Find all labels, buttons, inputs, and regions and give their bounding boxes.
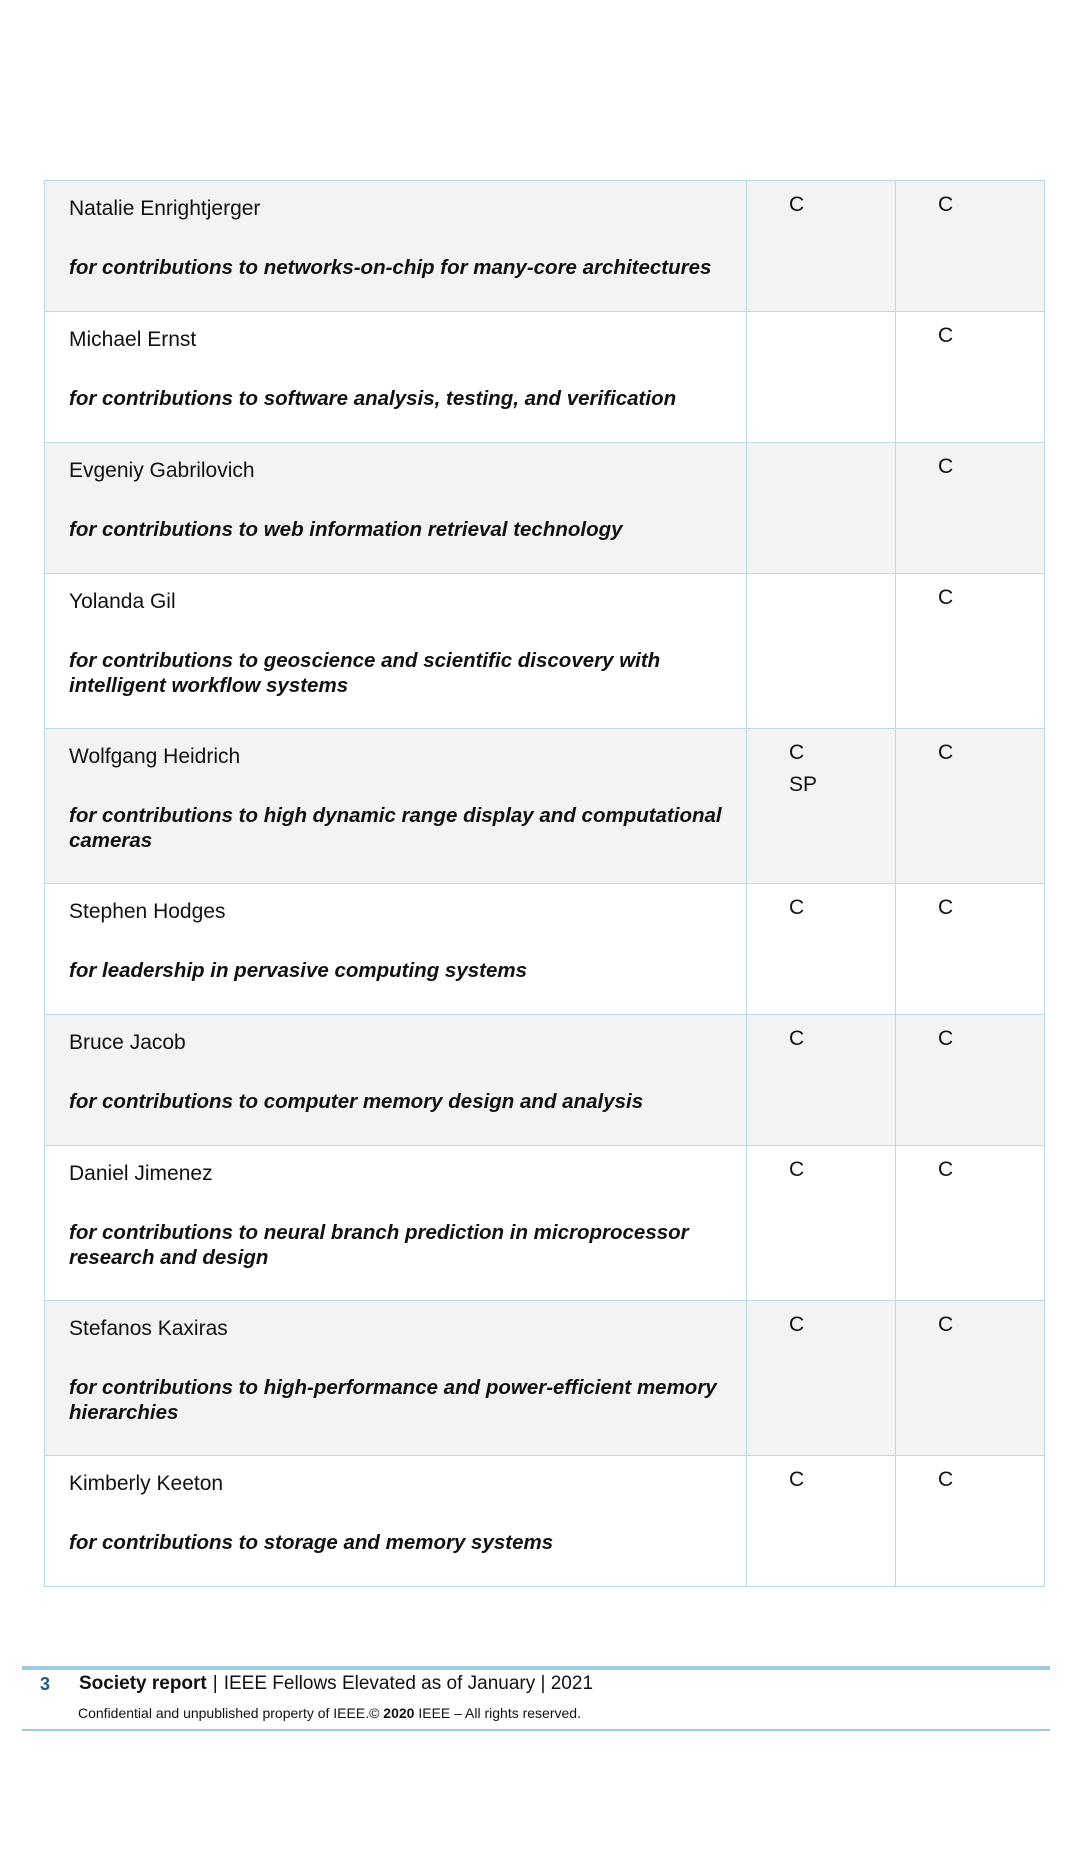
footer-report-line <box>79 1673 593 1695</box>
fellow-citation: for contributions to storage and memory systems <box>69 1531 554 1554</box>
grade-value: C <box>938 324 954 347</box>
fellow-citation: for contributions to web information retrieval technology <box>69 518 623 541</box>
table-row <box>45 1456 1045 1587</box>
fellow-citation: for contributions to high-performance and power-efficient memory hierarchies <box>69 1376 717 1424</box>
page-number: 3 <box>40 1674 51 1694</box>
grade-value: C <box>789 1468 805 1491</box>
grade-cell-b <box>896 443 1045 574</box>
grade-value: C <box>789 896 805 919</box>
footer-separator: | <box>212 1673 218 1694</box>
fellow-citation: for contributions to neural branch prediction in microprocessor research and design <box>69 1221 689 1269</box>
fellow-cell <box>45 443 747 574</box>
fellow-citation: for contributions to software analysis, testing, and verification <box>69 387 677 410</box>
fellow-name: Michael Ernst <box>69 328 197 351</box>
table-row <box>45 1301 1045 1456</box>
table-row <box>45 884 1045 1015</box>
fellow-cell <box>45 1301 747 1456</box>
table-row <box>45 181 1045 312</box>
grade-cell-a <box>747 884 896 1015</box>
fellow-citation: for contributions to computer memory design and analysis <box>69 1090 644 1113</box>
copyright-year: 2020 <box>383 1705 415 1721</box>
fellow-name: Stephen Hodges <box>69 900 226 923</box>
fellow-name: Natalie Enrightjerger <box>69 197 261 220</box>
fellow-citation: for contributions to networks-on-chip for many-core architectures <box>69 256 712 279</box>
fellow-name: Wolfgang Heidrich <box>69 745 241 768</box>
fellow-name: Bruce Jacob <box>69 1031 186 1054</box>
grade-value: C <box>938 1027 954 1050</box>
table-row <box>45 312 1045 443</box>
grade-cell-b <box>896 1301 1045 1456</box>
report-title: IEEE Fellows Elevated as of January | 2021 <box>223 1673 594 1694</box>
fellows-table <box>44 180 1045 1587</box>
grade-cell-a <box>747 729 896 884</box>
fellow-cell <box>45 884 747 1015</box>
fellow-cell <box>45 1015 747 1146</box>
table-row <box>45 729 1045 884</box>
grade-cell-a <box>747 574 896 729</box>
fellow-cell <box>45 1146 747 1301</box>
grade-value: C <box>938 193 954 216</box>
grade-cell-a <box>747 1146 896 1301</box>
fellow-cell <box>45 729 747 884</box>
grade-value: C <box>938 586 954 609</box>
grade-value: SP <box>789 773 818 796</box>
report-label: Society report <box>79 1673 207 1694</box>
grade-cell-a <box>747 312 896 443</box>
table-row <box>45 443 1045 574</box>
fellow-name: Stefanos Kaxiras <box>69 1317 228 1340</box>
fellow-citation: for leadership in pervasive computing systems <box>69 959 527 982</box>
fellow-cell <box>45 574 747 729</box>
grade-cell-b <box>896 181 1045 312</box>
fellow-name: Evgeniy Gabrilovich <box>69 459 255 482</box>
fellow-name: Kimberly Keeton <box>69 1472 224 1495</box>
table-row <box>45 1146 1045 1301</box>
grade-value: C <box>938 896 954 919</box>
grade-value: C <box>938 1158 954 1181</box>
footer-bottom-rule <box>22 1729 1050 1731</box>
grade-value: C <box>789 1313 805 1336</box>
fellow-name: Daniel Jimenez <box>69 1162 213 1185</box>
fellow-cell <box>45 312 747 443</box>
fellow-name: Yolanda Gil <box>69 590 176 613</box>
grade-cell-b <box>896 1015 1045 1146</box>
grade-cell-b <box>896 1456 1045 1587</box>
grade-cell-a <box>747 1301 896 1456</box>
grade-cell-b <box>896 729 1045 884</box>
confidential-prefix: Confidential and unpublished property of IEEE.© <box>78 1705 384 1721</box>
fellow-cell <box>45 1456 747 1587</box>
grade-cell-a <box>747 1015 896 1146</box>
fellow-citation: for contributions to high dynamic range display and computational cameras <box>69 804 722 852</box>
confidential-suffix: IEEE – All rights reserved. <box>414 1705 581 1721</box>
grade-value: C <box>789 741 805 764</box>
grade-value: C <box>938 741 954 764</box>
grade-value: C <box>789 1158 805 1181</box>
fellow-citation: for contributions to geoscience and scientific discovery with intelligent workflow systems <box>69 649 661 697</box>
grade-cell-a <box>747 443 896 574</box>
grade-value: C <box>938 1313 954 1336</box>
grade-value: C <box>938 455 954 478</box>
table-row <box>45 1015 1045 1146</box>
grade-value: C <box>789 193 805 216</box>
grade-cell-a <box>747 1456 896 1587</box>
grade-cell-b <box>896 312 1045 443</box>
fellow-cell <box>45 181 747 312</box>
grade-cell-a <box>747 181 896 312</box>
table-row <box>45 574 1045 729</box>
grade-cell-b <box>896 574 1045 729</box>
grade-cell-b <box>896 884 1045 1015</box>
confidentiality-notice <box>78 1705 581 1721</box>
footer-top-rule <box>22 1666 1050 1670</box>
grade-cell-b <box>896 1146 1045 1301</box>
grade-value: C <box>789 1027 805 1050</box>
grade-value: C <box>938 1468 954 1491</box>
